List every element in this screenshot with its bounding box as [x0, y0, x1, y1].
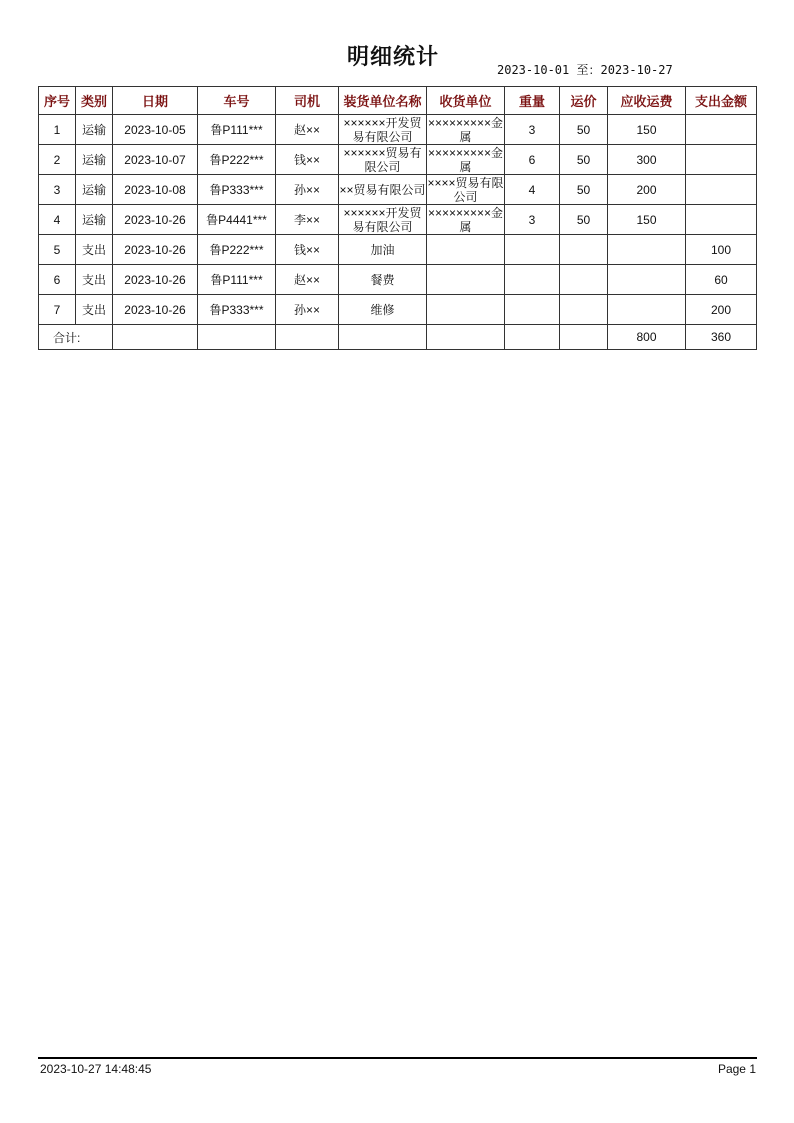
total-empty-cell — [427, 325, 505, 350]
cell-receiver — [427, 235, 505, 265]
cell-index: 3 — [39, 175, 76, 205]
cell-index: 5 — [39, 235, 76, 265]
cell-receivable: 150 — [608, 115, 686, 145]
cell-expense — [686, 205, 757, 235]
table-row — [39, 175, 757, 205]
col-header-plate: 车号 — [198, 87, 276, 115]
cell-index: 1 — [39, 115, 76, 145]
cell-rate: 50 — [560, 145, 608, 175]
total-empty-cell — [198, 325, 276, 350]
total-empty-cell — [560, 325, 608, 350]
cell-index: 7 — [39, 295, 76, 325]
col-header-expense: 支出金额 — [686, 87, 757, 115]
cell-weight — [505, 265, 560, 295]
cell-rate — [560, 295, 608, 325]
col-header-weight: 重量 — [505, 87, 560, 115]
cell-weight — [505, 295, 560, 325]
cell-driver: 赵×× — [276, 115, 339, 145]
cell-category: 支出 — [76, 295, 113, 325]
table-row — [39, 115, 757, 145]
cell-date: 2023-10-26 — [113, 235, 198, 265]
cell-driver: 李×× — [276, 205, 339, 235]
page-number: Page 1 — [717, 1062, 756, 1076]
cell-driver: 钱×× — [276, 145, 339, 175]
cell-receiver — [427, 265, 505, 295]
cell-loader: 加油 — [339, 235, 427, 265]
cell-loader: 餐费 — [339, 265, 427, 295]
cell-expense: 60 — [686, 265, 757, 295]
cell-rate: 50 — [560, 175, 608, 205]
date-range: 2023-10-01 至：2023-10-27 — [497, 63, 673, 77]
total-empty-cell — [339, 325, 427, 350]
cell-plate: 鲁P111*** — [198, 115, 276, 145]
col-header-receiver: 收货单位 — [427, 87, 505, 115]
cell-plate: 鲁P222*** — [198, 145, 276, 175]
cell-loader: ××××××贸易有限公司 — [339, 145, 427, 175]
cell-index: 4 — [39, 205, 76, 235]
cell-plate: 鲁P111*** — [198, 265, 276, 295]
report-title: 明细统计 — [347, 44, 440, 70]
cell-index: 2 — [39, 145, 76, 175]
cell-receivable — [608, 235, 686, 265]
header-row — [39, 87, 757, 115]
cell-receiver: ×××××××××金属 — [427, 115, 504, 144]
cell-date: 2023-10-05 — [113, 115, 198, 145]
table-row — [39, 205, 757, 235]
cell-expense — [686, 175, 757, 205]
col-header-rate: 运价 — [560, 87, 608, 115]
total-label: 合计: — [39, 325, 113, 350]
cell-loader: ××××××开发贸易有限公司 — [339, 115, 427, 145]
cell-rate — [560, 235, 608, 265]
col-header-loader: 装货单位名称 — [339, 87, 427, 115]
cell-weight: 3 — [505, 205, 560, 235]
cell-rate: 50 — [560, 115, 608, 145]
cell-driver: 钱×× — [276, 235, 339, 265]
cell-category: 支出 — [76, 265, 113, 295]
cell-plate: 鲁P4441*** — [198, 205, 276, 235]
cell-loader: ××贸易有限公司 — [339, 175, 427, 205]
cell-weight: 6 — [505, 145, 560, 175]
cell-category: 运输 — [76, 115, 113, 145]
cell-category: 运输 — [76, 175, 113, 205]
cell-date: 2023-10-26 — [113, 205, 198, 235]
cell-weight: 3 — [505, 115, 560, 145]
col-header-receivable: 应收运费 — [608, 87, 686, 115]
col-header-driver: 司机 — [276, 87, 339, 115]
cell-plate: 鲁P333*** — [198, 175, 276, 205]
cell-date: 2023-10-26 — [113, 295, 198, 325]
table-row — [39, 295, 757, 325]
total-expense: 360 — [686, 325, 757, 350]
cell-expense: 200 — [686, 295, 757, 325]
table-row — [39, 145, 757, 175]
total-empty-cell — [113, 325, 198, 350]
cell-loader: ××××××开发贸易有限公司 — [339, 205, 427, 235]
cell-category: 运输 — [76, 145, 113, 175]
cell-rate — [560, 265, 608, 295]
cell-receivable: 200 — [608, 175, 686, 205]
cell-receivable: 150 — [608, 205, 686, 235]
cell-driver: 孙×× — [276, 175, 339, 205]
cell-expense — [686, 145, 757, 175]
cell-date: 2023-10-08 — [113, 175, 198, 205]
cell-index: 6 — [39, 265, 76, 295]
cell-receivable: 300 — [608, 145, 686, 175]
cell-date: 2023-10-26 — [113, 265, 198, 295]
cell-receivable — [608, 265, 686, 295]
cell-rate: 50 — [560, 205, 608, 235]
cell-expense: 100 — [686, 235, 757, 265]
table-row — [39, 235, 757, 265]
detail-table — [38, 86, 757, 350]
total-row — [39, 325, 757, 350]
cell-weight — [505, 235, 560, 265]
footer-divider — [38, 1057, 757, 1059]
col-header-index: 序号 — [39, 87, 76, 115]
cell-receiver: ×××××××××金属 — [427, 205, 504, 234]
total-receivable: 800 — [608, 325, 686, 350]
cell-loader: 维修 — [339, 295, 427, 325]
cell-weight: 4 — [505, 175, 560, 205]
cell-receiver: ××××贸易有限公司 — [427, 175, 504, 204]
cell-receiver — [427, 295, 505, 325]
cell-driver: 赵×× — [276, 265, 339, 295]
total-empty-cell — [505, 325, 560, 350]
col-header-date: 日期 — [113, 87, 198, 115]
print-timestamp: 2023-10-27 14:48:45 — [40, 1062, 152, 1076]
cell-expense — [686, 115, 757, 145]
cell-category: 运输 — [76, 205, 113, 235]
cell-driver: 孙×× — [276, 295, 339, 325]
cell-receiver: ×××××××××金属 — [427, 145, 504, 174]
cell-category: 支出 — [76, 235, 113, 265]
total-empty-cell — [276, 325, 339, 350]
table-row — [39, 265, 757, 295]
col-header-category: 类别 — [76, 87, 113, 115]
cell-plate: 鲁P222*** — [198, 235, 276, 265]
cell-receivable — [608, 295, 686, 325]
cell-date: 2023-10-07 — [113, 145, 198, 175]
cell-plate: 鲁P333*** — [198, 295, 276, 325]
